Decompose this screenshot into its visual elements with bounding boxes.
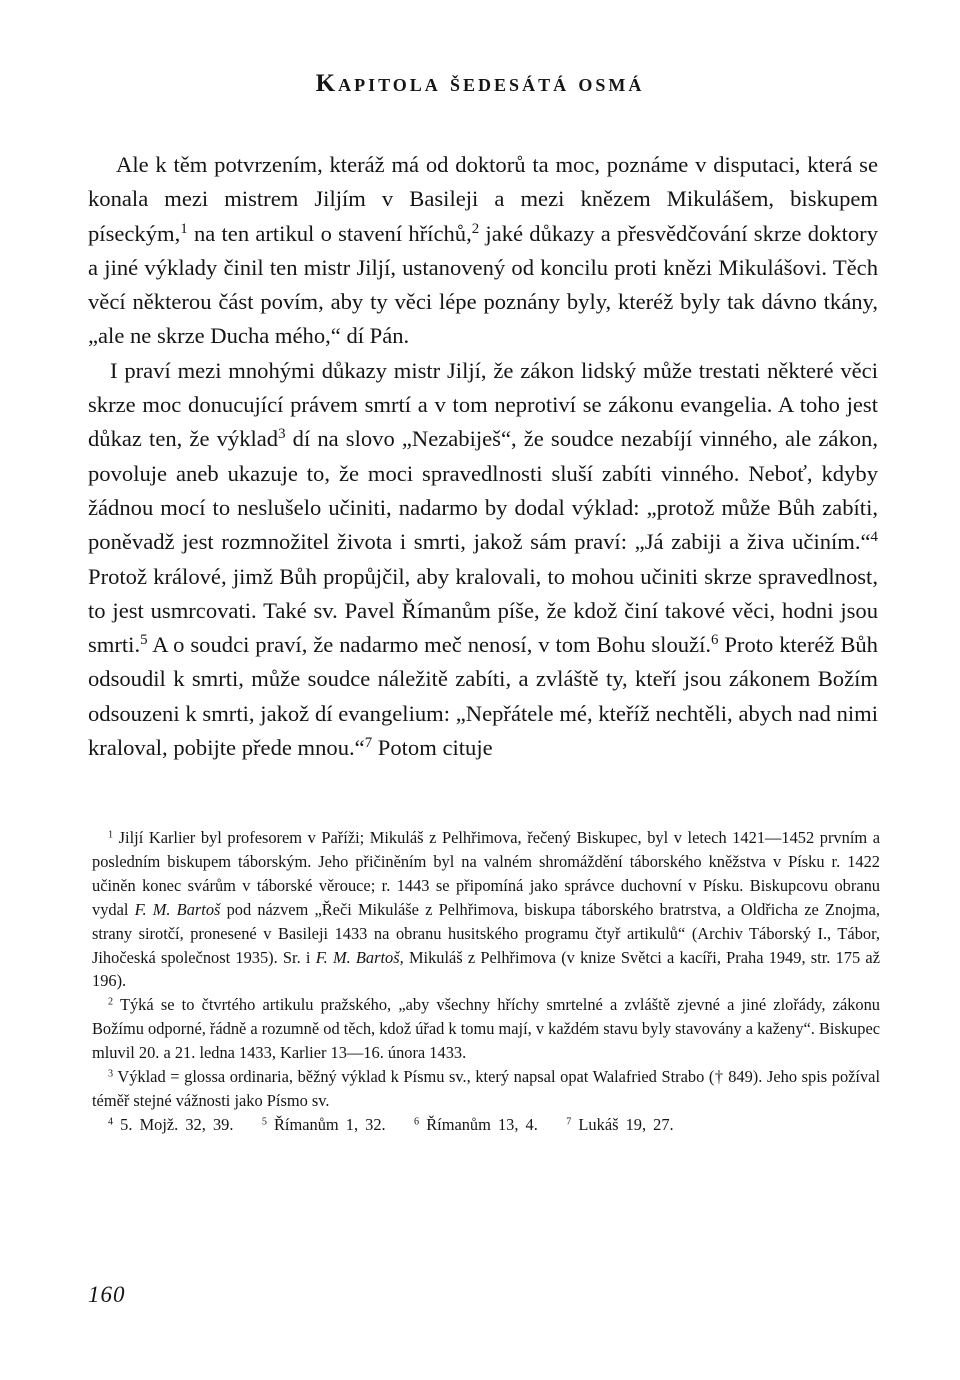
footnote-number: 6 — [414, 1116, 420, 1128]
main-text — [88, 148, 878, 765]
text-run: na ten artikul o stavení hříchů, — [187, 220, 472, 246]
footnote-text: Jiljí Karlier byl profesorem v Paříži; Mikuláš z Pelhřimova, řečený Biskupec, byl v letech 1421—1452 prvním a posledním biskupem táborským. Jeho přičiněním byl na valném shromáždění táborského kněžstva v Písku r. 1422 učiněn konec svárům v táborské věrouce; r. 1443 se připomíná jako správce duchovní v Písku. Biskupcovu obranu vydal — [92, 828, 880, 919]
footnote-ref: 7 — [364, 734, 373, 751]
footnote-references — [92, 1113, 880, 1137]
footnote-text: Římanům 13, 4. — [419, 1114, 538, 1134]
text-run: Ale k těm potvrzením, kteráž má od doktorů ta moc, poznáme v disputaci, která se konala mezi mistrem Jiljím v Basileji a mezi knězem Mikulášem, biskupem píseckým, — [88, 152, 878, 246]
footnote-ref: 5 — [140, 631, 148, 648]
paragraph — [88, 354, 878, 766]
author-name: F. M. Bartoš, — [315, 947, 404, 967]
text-run: I praví mezi mnohými důkazy mistr Jiljí, že zákon lidský může trestati některé věci skrze moc donucující právem smrtí a v tom neprotiví se zákonu evangelia. A toho jest důkaz ten, že výklad — [88, 357, 878, 452]
footnote-ref: 6 — [711, 631, 719, 648]
footnote — [92, 1065, 880, 1113]
footnote-number: 1 — [108, 829, 114, 841]
footnote-number: 5 — [261, 1116, 267, 1128]
footnote-number: 4 — [108, 1116, 114, 1128]
footnote-text: Římanům 1, 32. — [266, 1114, 386, 1134]
footnote-text: Lukáš 19, 27. — [571, 1114, 674, 1134]
text-run: dí na slovo „Nezabiješ“, že soudce nezabíjí vinného, ale zákon, povoluje aneb ukazuje to, že moci spravedlnosti sluší zabíti vinného. Neboť, kdyby žádnou mocí to neslušelo učiniti, nadarmo by dodal výklad: „protož může Bůh zabíti, poněvadž jest rozmnožitel života i smrti, jakož sám praví: „Já zabiji a živa učiním.“ — [88, 426, 878, 555]
footnote-text: pod názvem „Řeči Mikuláše z Pelhřimova, biskupa táborského bratrstva, a Oldřicha ze Znojma, strany sirotčí, pronesené v Basileji 1433 na obranu husitského programu čtyř artikulů“ (Archiv Táborský I., Tábor, Jihočeská společnost 1935). Sr. i — [92, 899, 881, 967]
chapter-title: Kapitola šedesátá osmá — [315, 70, 645, 97]
footnote-text: Týká se to čtvrtého artikulu pražského, „aby všechny hříchy smrtelné a zvláště zjevné a jiné zlořády, zákonu Božímu odporné, řádně a rozumně od těch, kdož úřad k tomu mají, v každém stavu byly stavovány a kaženy“. Biskupec mluvil 20. a 21. ledna 1433, Karlier 13—16. února 1433. — [92, 995, 880, 1063]
footnote-ref: 2 — [471, 220, 480, 237]
footnote-ref: 4 — [870, 529, 878, 546]
footnote-number: 7 — [566, 1116, 572, 1128]
author-name: F. M. Bartoš — [134, 899, 221, 919]
footnote — [92, 826, 880, 993]
footnote-text: Mikuláš z Pelhřimova (v knize Světci a kacíři, Praha 1949, str. 175 až 196). — [92, 947, 880, 991]
paragraph — [88, 148, 878, 354]
footnote-ref: 1 — [180, 220, 188, 237]
footnote — [92, 993, 880, 1065]
footnote-ref: 3 — [278, 426, 286, 443]
text-run: Potom cituje — [372, 735, 493, 761]
footnote-number: 2 — [108, 996, 114, 1008]
footnote-number: 3 — [108, 1068, 114, 1080]
footnote-text: 5. Mojž. 32, 39. — [113, 1114, 234, 1134]
footnote-text: Výklad = glossa ordinaria, běžný výklad k Písmu sv., který napsal opat Walafried Strabo († 849). Jeho spis požíval téměř stejné vážnosti jako Písmo sv. — [92, 1067, 880, 1110]
text-run: Protož králové, jimž Bůh propůjčil, aby kralovali, to mohou učiniti skrze spravedlnost, to jest usmrcovati. Také sv. Pavel Římanům píše, že kdož činí takové věci, hodni jsou smrti. — [88, 563, 878, 658]
page-number: 160 — [88, 1282, 126, 1307]
text-run: A o soudci praví, že nadarmo meč nenosí, v tom Bohu slouží. — [147, 632, 711, 658]
footnotes — [92, 826, 880, 1137]
text-run: Proto kteréž Bůh odsoudil k smrti, může soudce náležitě zabíti, a zvláště ty, kteří jsou zákonem Božím odsouzeni k smrti, jakož dí evangelium: „Nepřátele mé, kteříž nechtěli, abych nad nimi kraloval, pobijte přede mnou.“ — [88, 632, 878, 761]
text-run: jaké důkazy a přesvědčování skrze doktory a jiné výklady činil ten mistr Jiljí, ustanovený od koncilu proti knězi Mikulášovi. Těch věcí některou část povím, aby ty věci lépe poznány byly, kteréž byly tak dávno tkány, „ale ne skrze Ducha mého,“ dí Pán. — [88, 220, 878, 349]
